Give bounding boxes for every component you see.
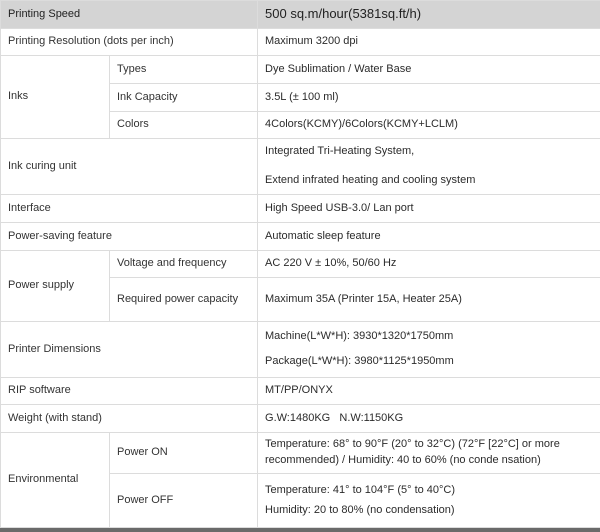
label-weight: Weight (with stand)	[1, 405, 258, 433]
label-printing-resolution: Printing Resolution (dots per inch)	[1, 29, 258, 56]
ink-curing-line-1: Integrated Tri-Heating System,	[265, 145, 415, 158]
bottom-bar	[0, 528, 600, 532]
value-ink-colors: 4Colors(KCMY)/6Colors(KCMY+LCLM)	[258, 112, 600, 139]
label-ink-colors: Colors	[110, 112, 258, 139]
value-rip: MT/PP/ONYX	[258, 378, 600, 405]
row-ink-types	[1, 56, 600, 84]
row-printing-speed	[1, 1, 600, 29]
value-ink-curing	[258, 139, 600, 195]
row-ink-curing	[1, 139, 600, 195]
label-voltage: Voltage and frequency	[110, 251, 258, 278]
ink-curing-line-2: Extend infrated heating and cooling system	[265, 174, 476, 186]
label-power-off: Power OFF	[110, 474, 258, 528]
value-power-saving: Automatic sleep feature	[258, 223, 600, 251]
label-ink-types: Types	[110, 56, 258, 84]
row-interface	[1, 195, 600, 223]
label-interface: Interface	[1, 195, 258, 223]
value-weight: G.W:1480KG N.W:1150KG	[258, 405, 600, 433]
label-power-saving: Power-saving feature	[1, 223, 258, 251]
label-power-supply: Power supply	[1, 251, 110, 322]
value-dimensions	[258, 322, 600, 378]
row-rip	[1, 378, 600, 405]
row-printing-resolution	[1, 29, 600, 56]
row-voltage	[1, 251, 600, 278]
value-interface: High Speed USB-3.0/ Lan port	[258, 195, 600, 223]
label-dimensions: Printer Dimensions	[1, 322, 258, 378]
value-printing-speed: 500 sq.m/hour(5381sq.ft/h)	[258, 1, 600, 29]
value-power-off	[258, 474, 600, 528]
power-off-line-2: Humidity: 20 to 80% (no condensation)	[265, 503, 455, 516]
dimensions-machine: Machine(L*W*H): 3930*1320*1750mm	[265, 330, 454, 343]
label-inks: Inks	[1, 56, 110, 139]
label-power-capacity: Required power capacity	[110, 278, 258, 322]
label-printing-speed: Printing Speed	[1, 1, 258, 29]
label-rip: RIP software	[1, 378, 258, 405]
label-environmental: Environmental	[1, 433, 110, 528]
value-ink-types: Dye Sublimation / Water Base	[258, 56, 600, 84]
value-power-on	[258, 433, 600, 474]
value-ink-capacity: 3.5L (± 100 ml)	[258, 84, 600, 112]
value-printing-resolution: Maximum 3200 dpi	[258, 29, 600, 56]
dimensions-package: Package(L*W*H): 3980*1125*1950mm	[265, 355, 454, 367]
row-dimensions	[1, 322, 600, 378]
label-power-on: Power ON	[110, 433, 258, 474]
value-power-capacity: Maximum 35A (Printer 15A, Heater 25A)	[258, 278, 600, 322]
power-on-line-1: Temperature: 68° to 90°F (20° to 32°C) (72°F [22°C] or more	[265, 438, 560, 451]
label-ink-curing: Ink curing unit	[1, 139, 258, 195]
power-off-line-1: Temperature: 41° to 104°F (5° to 40°C)	[265, 483, 456, 496]
value-voltage: AC 220 V ± 10%, 50/60 Hz	[258, 251, 600, 278]
row-power-on	[1, 433, 600, 474]
label-ink-capacity: Ink Capacity	[110, 84, 258, 112]
power-on-line-2: recommended) / Humidity: 40 to 60% (no conde nsation)	[265, 454, 541, 466]
row-power-saving	[1, 223, 600, 251]
row-weight	[1, 405, 600, 433]
